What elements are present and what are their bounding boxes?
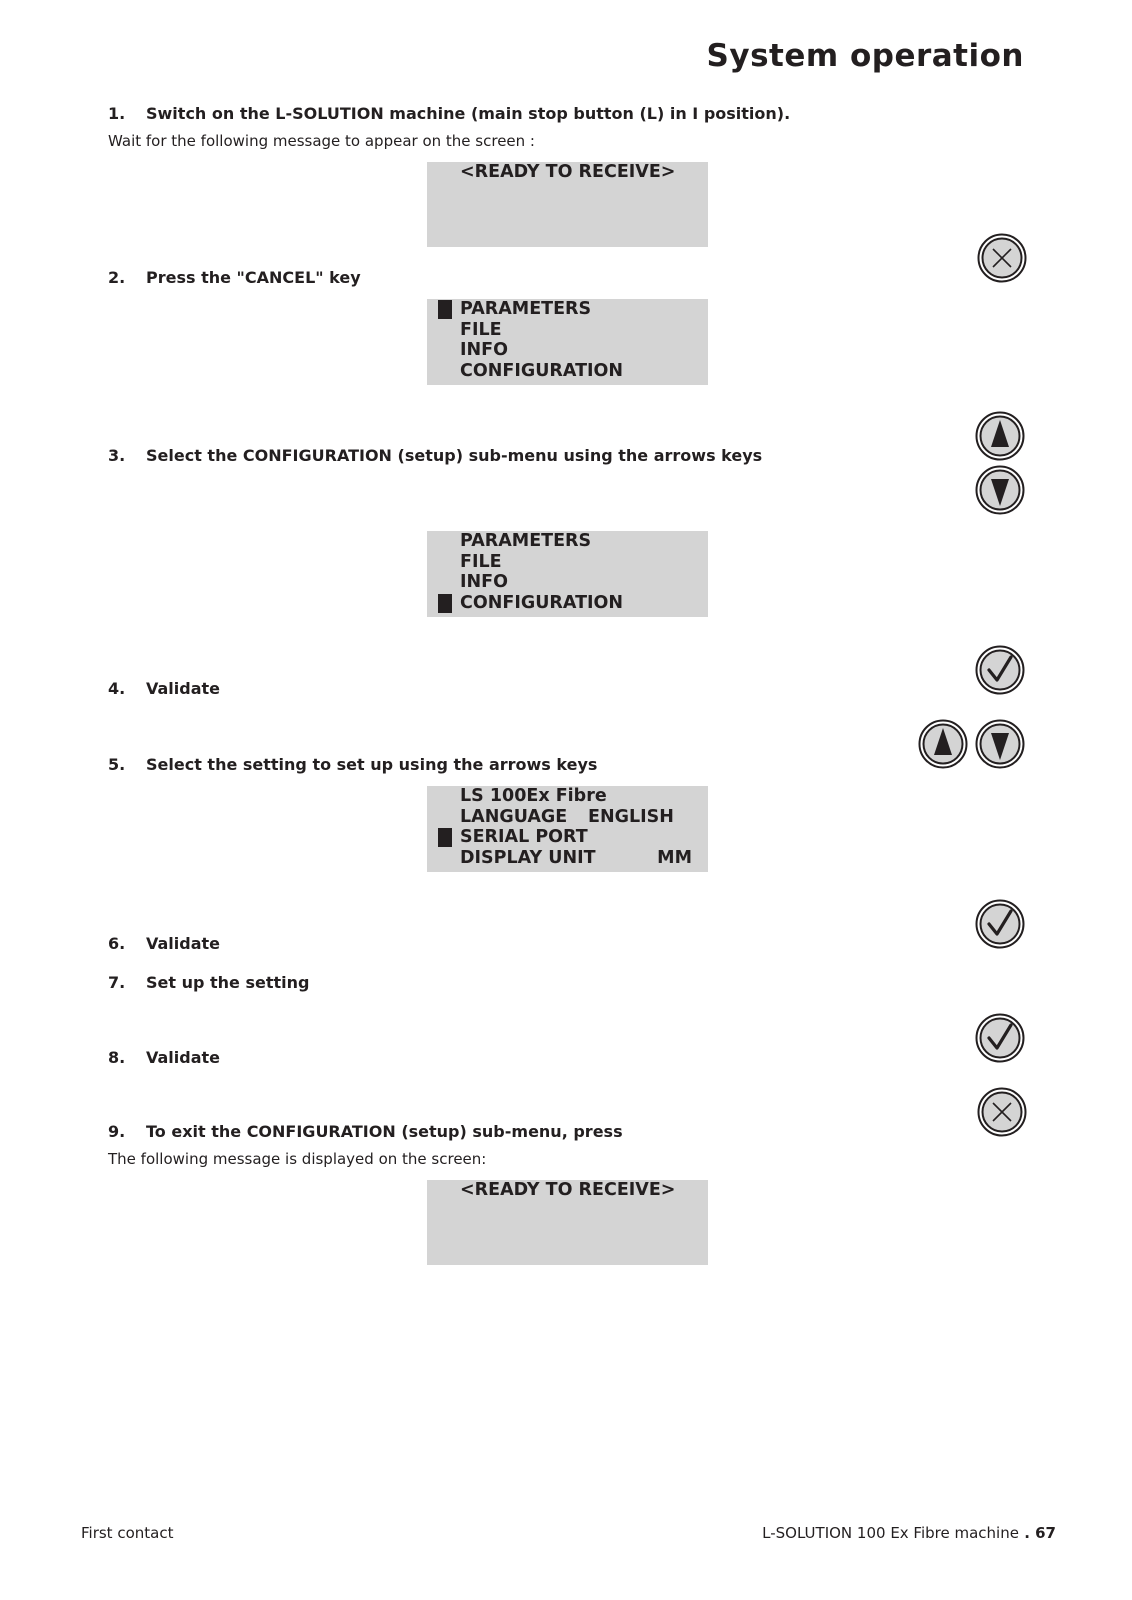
step-8 xyxy=(108,1048,220,1067)
step-5 xyxy=(108,755,597,774)
lcd-item-label: LS 100Ex Fibre xyxy=(460,786,607,806)
step-6 xyxy=(108,934,220,953)
step-4 xyxy=(108,679,220,698)
validate-key[interactable] xyxy=(975,899,1025,949)
lcd-item-label: CONFIGURATION xyxy=(460,592,624,613)
lcd-menu-item xyxy=(427,572,708,593)
step-number: 1. xyxy=(108,104,126,123)
validate-key[interactable] xyxy=(975,645,1025,695)
lcd-item-label: FILE xyxy=(460,551,502,572)
cancel-icon xyxy=(977,1087,1027,1137)
step-text: Press the "CANCEL" key xyxy=(146,268,361,287)
validate-key[interactable] xyxy=(975,1013,1025,1063)
arrow-up-icon xyxy=(918,719,968,769)
lcd-line xyxy=(427,786,708,807)
lcd-menu-item xyxy=(427,593,708,614)
lcd-item-label: DISPLAY UNIT xyxy=(460,847,596,868)
page-title: System operation xyxy=(706,38,1024,74)
step-text: Validate xyxy=(146,934,221,953)
down-arrow-key[interactable] xyxy=(975,719,1025,769)
step-number: 2. xyxy=(108,268,126,287)
up-arrow-key[interactable] xyxy=(975,411,1025,461)
lcd-menu-item xyxy=(427,340,708,361)
checkmark-icon xyxy=(975,1013,1025,1063)
down-arrow-key[interactable] xyxy=(975,465,1025,515)
step-text: Set up the setting xyxy=(146,973,310,992)
lcd-item-label: LANGUAGE xyxy=(460,806,568,827)
up-arrow-key[interactable] xyxy=(918,719,968,769)
step-9 xyxy=(108,1122,623,1141)
lcd-menu-item xyxy=(427,552,708,573)
step-text: Validate xyxy=(146,679,221,698)
lcd-screen-menu xyxy=(427,531,708,617)
arrow-down-icon xyxy=(975,719,1025,769)
step-number: 3. xyxy=(108,446,126,465)
checkmark-icon xyxy=(975,899,1025,949)
step-text: Switch on the L-SOLUTION machine (main stop button (L) in I position). xyxy=(146,104,791,123)
lcd-menu-item xyxy=(427,299,708,320)
cancel-key[interactable] xyxy=(977,1087,1027,1137)
lcd-item-value: MM xyxy=(657,847,692,868)
lcd-screen-menu xyxy=(427,299,708,385)
cancel-icon xyxy=(977,233,1027,283)
step-text: Validate xyxy=(146,1048,221,1067)
step-1 xyxy=(108,104,790,123)
lcd-menu-item xyxy=(427,361,708,382)
lcd-line xyxy=(427,827,708,848)
lcd-line xyxy=(427,807,708,828)
lcd-line xyxy=(427,848,708,869)
cancel-key[interactable] xyxy=(977,233,1027,283)
instruction-text: The following message is displayed on the screen: xyxy=(108,1150,487,1168)
step-text: Select the setting to set up using the arrows keys xyxy=(146,755,598,774)
step-number: 9. xyxy=(108,1122,126,1141)
step-3 xyxy=(108,446,762,465)
lcd-item-value: ENGLISH xyxy=(588,806,674,827)
step-number: 6. xyxy=(108,934,126,953)
lcd-item-label: INFO xyxy=(460,572,508,592)
lcd-item-label: PARAMETERS xyxy=(460,531,592,551)
lcd-item-label: CONFIGURATION xyxy=(460,360,624,381)
step-7 xyxy=(108,973,309,992)
page-number: 67 xyxy=(1035,1524,1056,1542)
checkmark-icon xyxy=(975,645,1025,695)
lcd-item-label: FILE xyxy=(460,319,502,340)
lcd-menu-item xyxy=(427,320,708,341)
step-text: To exit the CONFIGURATION (setup) sub-menu, press xyxy=(146,1122,623,1141)
step-number: 8. xyxy=(108,1048,126,1067)
step-2 xyxy=(108,268,361,287)
step-text: Select the CONFIGURATION (setup) sub-menu using the arrows keys xyxy=(146,446,763,465)
lcd-cursor xyxy=(438,300,452,319)
footer-separator: . xyxy=(1018,1524,1036,1542)
step-number: 5. xyxy=(108,755,126,774)
arrow-up-icon xyxy=(975,411,1025,461)
footer-page-info xyxy=(762,1524,1056,1542)
footer-section: First contact xyxy=(81,1524,174,1542)
footer-doc-title: L-SOLUTION 100 Ex Fibre machine xyxy=(762,1524,1019,1542)
lcd-screen-config xyxy=(427,786,708,872)
step-number: 7. xyxy=(108,973,126,992)
lcd-menu-item xyxy=(427,531,708,552)
lcd-cursor xyxy=(438,828,452,847)
lcd-item-label: INFO xyxy=(460,340,508,360)
lcd-item-label: SERIAL PORT xyxy=(460,827,588,847)
lcd-item-label: PARAMETERS xyxy=(460,299,592,319)
lcd-line: <READY TO RECEIVE> xyxy=(460,162,676,182)
step-number: 4. xyxy=(108,679,126,698)
lcd-screen-ready xyxy=(427,1180,708,1265)
lcd-screen-ready xyxy=(427,162,708,247)
instruction-text: Wait for the following message to appear on the screen : xyxy=(108,132,535,150)
arrow-down-icon xyxy=(975,465,1025,515)
lcd-line: <READY TO RECEIVE> xyxy=(460,1180,676,1200)
lcd-cursor xyxy=(438,594,452,613)
